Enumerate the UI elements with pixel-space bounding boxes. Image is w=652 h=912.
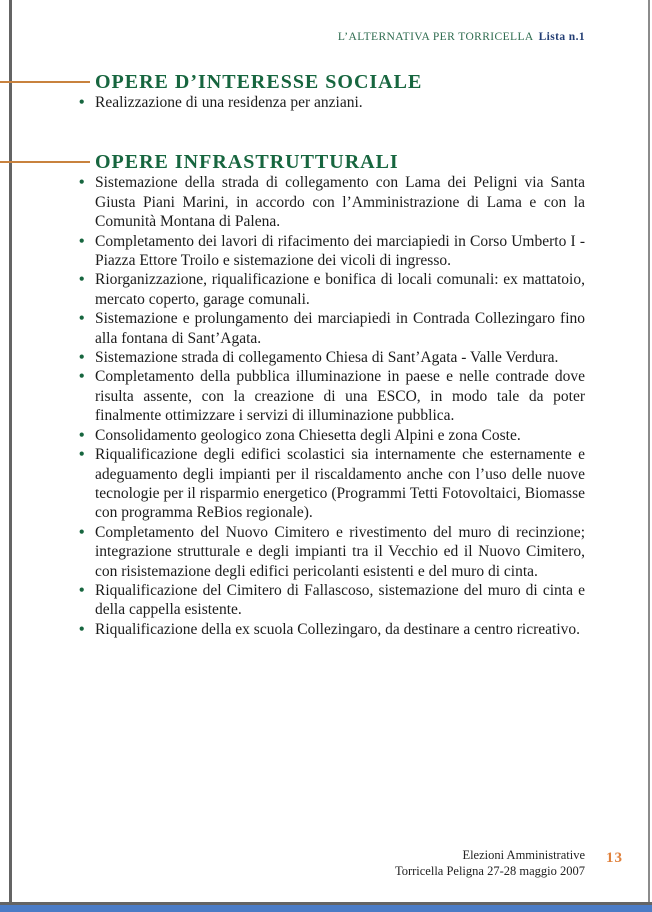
list-item-text: Completamento della pubblica illuminazione in paese e nelle contrade dove risulta assente, con la creazione di una ESCO, in modo tale da poter finalmente ottimizzare i servizi di illuminazione pubblica.: [95, 368, 585, 425]
list-item: [79, 445, 585, 523]
section-heading-text: OPERE INFRASTRUTTURALI: [95, 151, 399, 174]
page-number: 13: [606, 850, 623, 866]
section-opere-interesse-sociale: [79, 71, 585, 112]
bullet-icon: •: [79, 271, 85, 289]
bullet-icon: •: [79, 446, 85, 464]
bullet-icon: •: [79, 620, 85, 638]
list-item: [79, 93, 585, 112]
page-bottom-bar: [0, 905, 652, 912]
list-item-text: Realizzazione di una residenza per anziani.: [95, 94, 363, 111]
list-item-text: Riqualificazione della ex scuola Collezingaro, da destinare a centro ricreativo.: [95, 620, 581, 638]
list-item-text: Sistemazione e prolungamento dei marciapiedi in Contrada Collezingaro fino alla fontana di Sant’Agata.: [95, 310, 585, 347]
list-item: [79, 232, 585, 271]
list-item: [79, 309, 585, 348]
bullet-icon: •: [79, 349, 85, 367]
section-opere-infrastrutturali: [79, 151, 585, 639]
list-item-text: Sistemazione strada di collegamento Chiesa di Sant’Agata - Valle Verdura.: [95, 349, 559, 367]
bullet-list: [79, 93, 585, 112]
list-item: [79, 581, 585, 620]
list-item-text: Consolidamento geologico zona Chiesetta degli Alpini e zona Coste.: [95, 426, 521, 444]
list-item: [79, 173, 585, 231]
list-item-text: Sistemazione della strada di collegamento con Lama dei Peligni via Santa Giusta Piani Marini, in accordo con l’Amministrazione di Lama e con la Comunità Montana di Palena.: [95, 174, 585, 231]
bullet-icon: •: [79, 581, 85, 599]
list-item: [79, 620, 585, 639]
list-item-text: Riqualificazione del Cimitero di Fallascoso, sistemazione del muro di cinta e della cappella esistente.: [95, 581, 585, 619]
list-item-text: Riqualificazione degli edifici scolastici sia internamente che esternamente e adeguamento degli impianti per il riscaldamento anche con l’uso delle nuove tecnologie per il risparmio energetico (Programmi Tetti Fotovoltaici, Biomasse con programma ReBios regionale).: [95, 446, 585, 522]
section-heading: [95, 71, 585, 93]
footer-line-2: Torricella Peligna 27-28 maggio 2007: [394, 863, 585, 878]
list-item: [79, 426, 585, 445]
list-item: [79, 348, 585, 367]
bullet-icon: •: [79, 310, 85, 328]
section-heading: [95, 151, 585, 173]
heading-rule: [0, 81, 90, 83]
list-item: [79, 270, 585, 309]
page-left-border: [9, 0, 12, 903]
heading-rule: [0, 161, 90, 163]
list-item: [79, 523, 585, 581]
bullet-icon: •: [79, 174, 85, 192]
bullet-icon: •: [79, 368, 85, 386]
bullet-icon: •: [79, 94, 85, 111]
bullet-list: [79, 173, 585, 639]
section-heading-text: OPERE D’INTERESSE SOCIALE: [95, 71, 423, 93]
bullet-icon: •: [79, 523, 85, 541]
page-content: [79, 0, 585, 639]
bullet-icon: •: [79, 426, 85, 444]
list-item: [79, 367, 585, 425]
page-right-border: [648, 0, 650, 903]
list-item-text: Completamento del Nuovo Cimitero e rivestimento del muro di recinzione; integrazione strutturale e degli impianti tra il Vecchio ed il Nuovo Cimitero, con risistemazione degli edifici pericolanti esistenti e del muro di cinta.: [95, 523, 585, 580]
footer-line-1: Elezioni Amministrative: [462, 848, 585, 862]
page-footer: [395, 848, 585, 879]
list-item-text: Completamento dei lavori di rifacimento dei marciapiedi in Corso Umberto I - Piazza Ettore Troilo e sistemazione dei vicoli di ingresso.: [95, 232, 585, 270]
header-list-number: Lista n.1: [538, 31, 585, 43]
header-title: L’ALTERNATIVA PER TORRICELLA: [337, 31, 534, 43]
bullet-icon: •: [79, 232, 85, 250]
list-item-text: Riorganizzazione, riqualificazione e bonifica di locali comunali: ex mattatoio, mercato coperto, garage comunali.: [95, 271, 585, 308]
